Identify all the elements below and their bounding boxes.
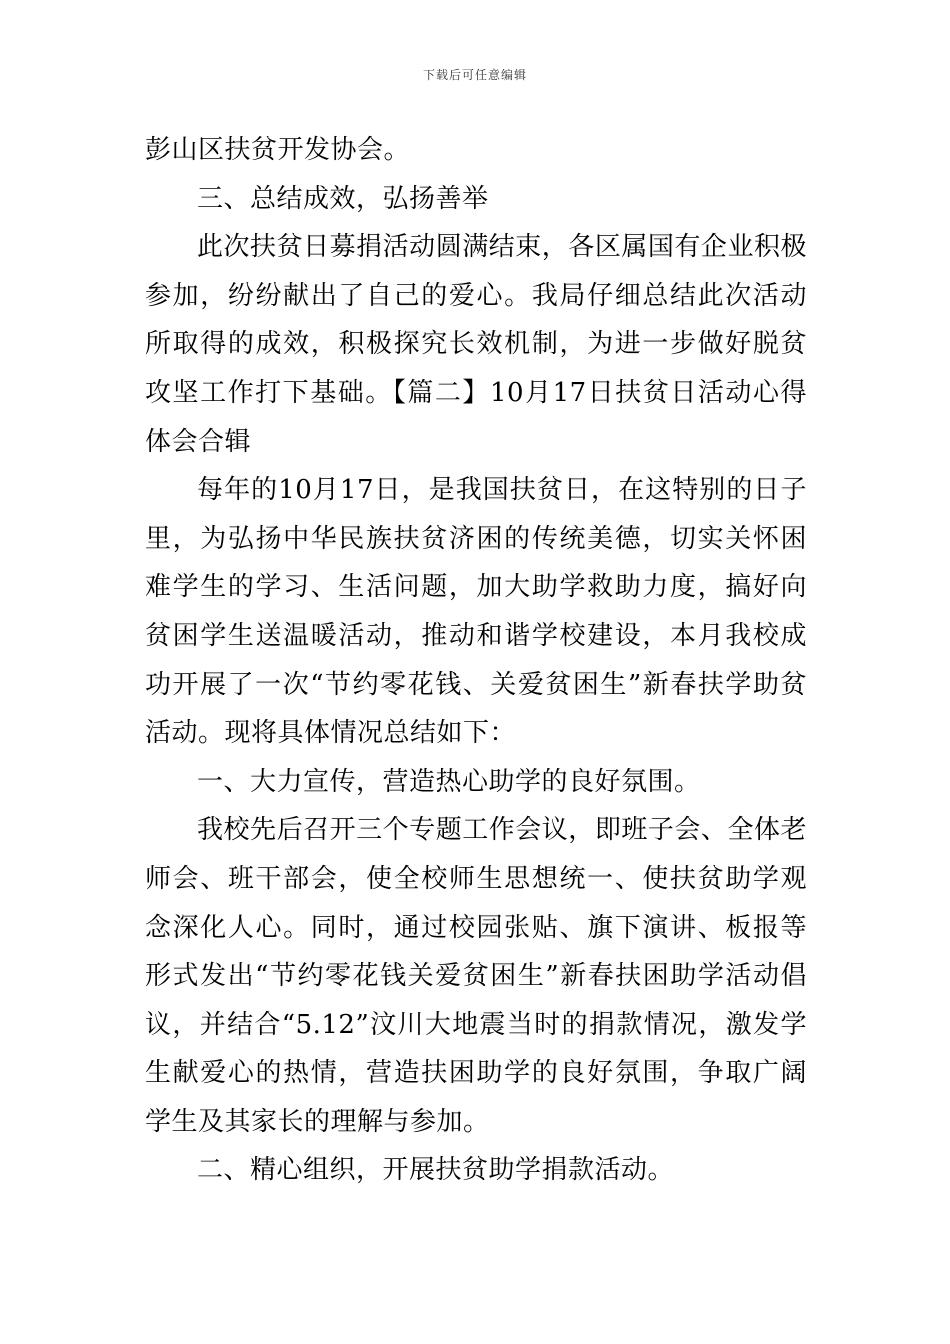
document-body: [145, 126, 807, 1195]
paragraph: 彭山区扶贫开发协会。: [145, 135, 411, 165]
paragraph: 此次扶贫日募捐活动圆满结束，各区属国有企业积极参加，纷纷献出了自己的爱心。我局仔细总结此次活动所取得的成效，积极探究长效机制，为进一步做好脱贫攻坚工作打下基础。【篇二】10月17日扶贫日活动心得体会合辑: [145, 232, 807, 457]
section-heading: 一、大力宣传，营造热心助学的良好氛围。: [197, 766, 701, 797]
paragraph: 我校先后召开三个专题工作会议，即班子会、全体老师会、班干部会，使全校师生思想统一、使扶贫助学观念深化人心。同时，通过校园张贴、旗下演讲、板报等形式发出“节约零花钱关爱贫困生”新春扶困助学活动倡议，并结合“5.12”汶川大地震当时的捐款情况，激发学生献爱心的热情，营造扶困助学的良好氛围，争取广阔学生及其家长的理解与参加。: [145, 815, 807, 1137]
page-header: 下载后可任意编辑: [422, 68, 527, 82]
section-heading: 三、总结成效，弘扬善举: [197, 183, 489, 214]
paragraph: 每年的10月17日，是我国扶贫日，在这特别的日子里，为弘扬中华民族扶贫济困的传统美德，切实关怀困难学生的学习、生活问题，加大助学救助力度，搞好向贫困学生送温暖活动，推动和谐学校建设，本月我校成功开展了一次“节约零花钱、关爱贫困生”新春扶学助贫活动。现将具体情况总结如下：: [145, 475, 807, 749]
section-heading: 二、精心组织，开展扶贫助学捐款活动。: [197, 1155, 675, 1186]
